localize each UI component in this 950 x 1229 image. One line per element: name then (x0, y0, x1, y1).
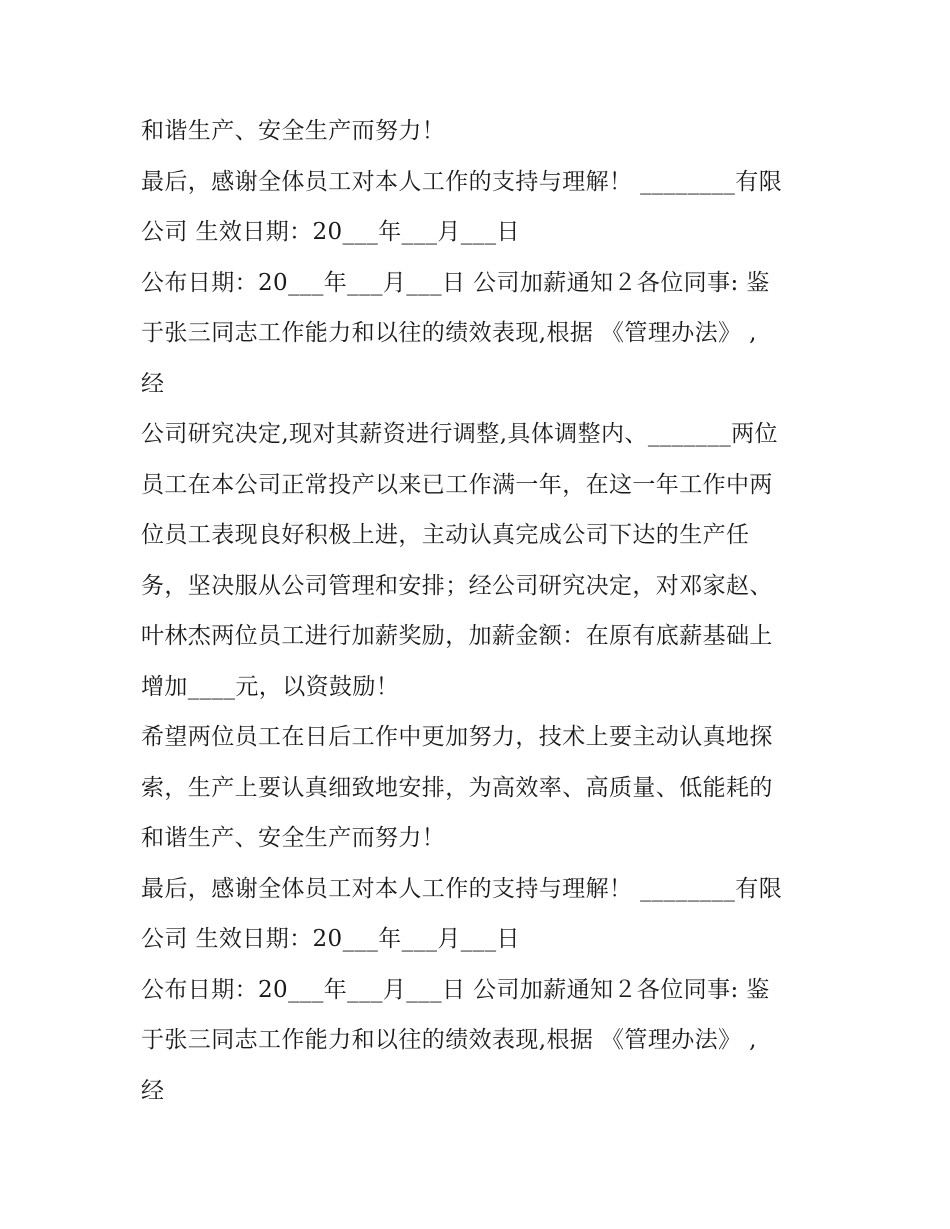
text-line: 于张三同志工作能力和以往的绩效表现,根据 《管理办法》 , (141, 320, 757, 346)
text-line: 经 (141, 1077, 165, 1104)
text-line: 员工在本公司正常投产以来已工作满一年，在这一年工作中两 (141, 471, 773, 498)
text-line: 经 (141, 370, 165, 397)
text-line: 希望两位员工在日后工作中更加努力，技术上要主动认真地探 (141, 724, 773, 750)
text-line: 公司 生效日期：20___年___月___日 (141, 926, 520, 952)
text-line: 索，生产上要认真细致地安排，为高效率、高质量、低能耗的 (141, 774, 773, 801)
text-line: 于张三同志工作能力和以往的绩效表现,根据 《管理办法》 , (141, 1027, 757, 1053)
text-line: 公司 生效日期：20___年___月___日 (141, 219, 520, 245)
text-line: 增加____元，以资鼓励！ (141, 673, 400, 700)
text-line: 公布日期：20___年___月___日 公司加薪通知２各位同事: 鉴 (141, 976, 770, 1003)
document-body (141, 106, 821, 1116)
text-line: 最后，感谢全体员工对本人工作的支持与理解！ ________有限 (141, 875, 783, 902)
text-line: 公司研究决定,现对其薪资进行调整,具体调整内、_______两位 (141, 421, 778, 447)
text-line: 最后，感谢全体员工对本人工作的支持与理解！ ________有限 (141, 168, 783, 195)
text-line: 和谐生产、安全生产而努力！ (141, 825, 446, 851)
text-line: 位员工表现良好积极上进，主动认真完成公司下达的生产任 (141, 522, 750, 548)
text-line: 叶林杰两位员工进行加薪奖励，加薪金额：在原有底薪基础上 (141, 623, 773, 649)
text-line: 公布日期：20___年___月___日 公司加薪通知２各位同事: 鉴 (141, 269, 770, 296)
text-line: 和谐生产、安全生产而努力！ (141, 118, 446, 144)
text-line: 务，坚决服从公司管理和安排；经公司研究决定，对邓家赵、 (141, 572, 773, 599)
